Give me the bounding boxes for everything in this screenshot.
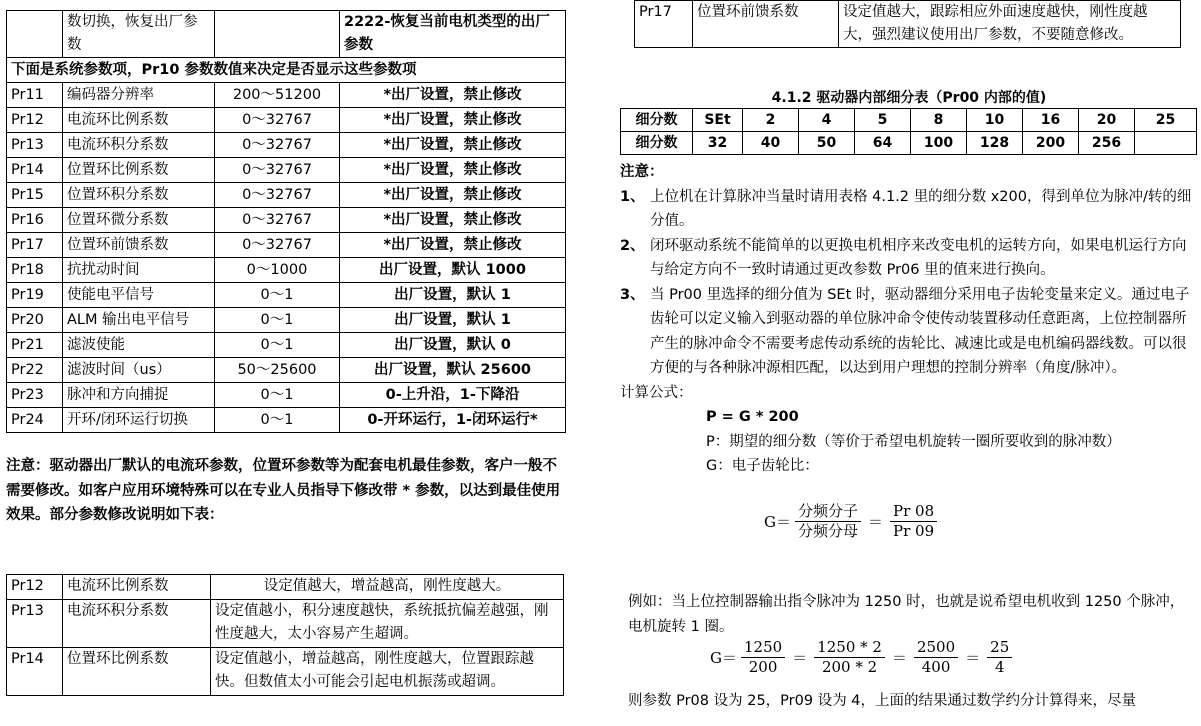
equals-sign: ＝ (868, 513, 884, 531)
fraction-denominator: 200 (748, 658, 778, 676)
table-row (7, 358, 566, 383)
subdiv-cell: 20 (1079, 109, 1135, 132)
param-range: 0～1 (215, 408, 340, 433)
param-desc: 出厂设置，默认 1 (340, 308, 566, 333)
param-desc: 设定值越大，增益越高，刚性度越大。 (211, 575, 564, 600)
param-desc: *出厂设置，禁止修改 (340, 233, 566, 258)
param-id: Pr11 (7, 83, 63, 108)
note-item-text: 闭环驱动系统不能简单的以更换电机相序来改变电机的运转方向，如果电机运行方向与给定方向不一致时请通过更改参数 Pr06 里的值来进行换向。 (650, 237, 1187, 278)
param-id: Pr12 (7, 108, 63, 133)
param-name: 开环/闭环运行切换 (63, 408, 215, 433)
param-id (7, 11, 63, 58)
system-note-row (7, 58, 566, 83)
note-item-text: 上位机在计算脉冲当量时请用表格 4.1.2 里的细分数 x200，得到单位为脉冲/转的细分值。 (650, 188, 1192, 229)
param-id: Pr22 (7, 358, 63, 383)
note-item (620, 283, 1198, 381)
example-formula (710, 638, 1016, 677)
param-id: Pr18 (7, 258, 63, 283)
param-name: 使能电平信号 (63, 283, 215, 308)
table-row (7, 183, 566, 208)
table-row (7, 308, 566, 333)
param-id: Pr24 (7, 408, 63, 433)
param-range: 0～1000 (215, 258, 340, 283)
left-note: 注意：驱动器出厂默认的电流环参数，位置环参数等为配套电机最佳参数，客户一般不需要修改。如客户应用环境特殊可以在专业人员指导下修改带 * 参数，以达到最佳使用效果。部分参数修改说明如下表： (6, 458, 561, 523)
subdiv-cell: 200 (1023, 132, 1079, 155)
param-name: 电流环比例系数 (63, 575, 211, 600)
fraction-numerator: 分频分子 (795, 502, 861, 522)
table-row (7, 383, 566, 408)
param-desc: *出厂设置，禁止修改 (340, 158, 566, 183)
table-row (7, 575, 564, 600)
fraction (914, 638, 958, 677)
param-desc: 出厂设置，默认 1000 (340, 258, 566, 283)
last-line-text: 则参数 Pr08 设为 25，Pr09 设为 4，上面的结果通过数学约分计算得来，尽量 (628, 693, 1137, 709)
subdiv-cell: 256 (1079, 132, 1135, 155)
formula-lhs: G＝ (710, 649, 737, 667)
subdiv-cell: 2 (743, 109, 799, 132)
param-name: 位置环前馈系数 (693, 1, 839, 48)
subdiv-cell: 100 (911, 132, 967, 155)
param-id: Pr14 (7, 158, 63, 183)
table-row (7, 333, 566, 358)
param-desc: 出厂设置，默认 1 (340, 283, 566, 308)
fraction-denominator: Pr 09 (893, 522, 935, 540)
subdiv-cell: 25 (1135, 109, 1197, 132)
param-name: 脉冲和方向捕捉 (63, 383, 215, 408)
param-id: Pr13 (7, 133, 63, 158)
table-row (7, 258, 566, 283)
right-column (620, 0, 1198, 709)
param-name: 编码器分辨率 (63, 83, 215, 108)
param-name: 电流环积分系数 (63, 599, 211, 647)
pr17-table (634, 0, 1181, 48)
param-range: 0～32767 (215, 108, 340, 133)
subdiv-cell (1135, 132, 1197, 155)
param-range: 0～32767 (215, 183, 340, 208)
table-row (635, 1, 1181, 48)
formula-lhs: G＝ (764, 513, 791, 531)
fraction (795, 502, 861, 541)
gear-ratio-formula (764, 502, 941, 541)
note-item-number: 3、 (620, 286, 645, 303)
param-range: 0～1 (215, 333, 340, 358)
fraction (987, 638, 1012, 677)
param-name: 位置环积分系数 (63, 183, 215, 208)
param-name: 电流环积分系数 (63, 133, 215, 158)
param-name: 位置环比例系数 (63, 158, 215, 183)
left-column (6, 0, 566, 690)
table-row (7, 283, 566, 308)
param-name: 滤波时间（us） (63, 358, 215, 383)
note-item (620, 185, 1198, 234)
subdiv-cell: 细分数 (621, 132, 693, 155)
subdiv-cell: 50 (799, 132, 855, 155)
param-desc: *出厂设置，禁止修改 (340, 108, 566, 133)
subdiv-cell: 8 (911, 109, 967, 132)
param-desc: 出厂设置，默认 0 (340, 333, 566, 358)
note-item-number: 2、 (620, 237, 645, 254)
param-id: Pr20 (7, 308, 63, 333)
fraction-numerator: 1250 (741, 638, 785, 658)
table-row (7, 133, 566, 158)
equals-sign: ＝ (792, 649, 808, 667)
subdiv-cell: 40 (743, 132, 799, 155)
param-id: Pr15 (7, 183, 63, 208)
table-row (7, 647, 564, 695)
subdiv-cell: 32 (693, 132, 743, 155)
fraction (890, 502, 937, 541)
param-name: 位置环前馈系数 (63, 233, 215, 258)
param-id: Pr13 (7, 599, 63, 647)
param-range: 200～51200 (215, 83, 340, 108)
param-id: Pr12 (7, 575, 63, 600)
param-desc: 0-开环运行，1-闭环运行* (340, 408, 566, 433)
param-id: Pr19 (7, 283, 63, 308)
subdivision-table-title: 4.1.2 驱动器内部细分表（Pr00 内部的值) (771, 90, 1047, 106)
param-name: ALM 输出电平信号 (63, 308, 215, 333)
param-name: 抗扰动时间 (63, 258, 215, 283)
param-range (215, 11, 340, 58)
fraction-denominator: 4 (994, 658, 1005, 676)
notes-heading: 注意： (620, 164, 664, 180)
param-desc: *出厂设置，禁止修改 (340, 133, 566, 158)
param-id: Pr14 (7, 647, 63, 695)
param-range: 0～1 (215, 383, 340, 408)
formula-p: P = G * 200 (706, 409, 799, 425)
param-range: 0～32767 (215, 208, 340, 233)
param-id: Pr16 (7, 208, 63, 233)
param-name: 位置环比例系数 (63, 647, 211, 695)
subdiv-cell: 细分数 (621, 109, 693, 132)
note-item-number: 1、 (620, 188, 645, 205)
param-range: 0～1 (215, 308, 340, 333)
subdiv-cell: SEt (693, 109, 743, 132)
param-range: 0～1 (215, 283, 340, 308)
equals-sign: ＝ (965, 649, 981, 667)
fraction (741, 638, 785, 677)
table-row (621, 132, 1197, 155)
param-id: Pr17 (7, 233, 63, 258)
g-description: G：电子齿轮比： (706, 458, 819, 474)
fraction-denominator: 200 * 2 (821, 658, 878, 676)
fraction-numerator: 2500 (914, 638, 958, 658)
subdiv-cell: 64 (855, 132, 911, 155)
table-row (7, 108, 566, 133)
param-desc: 2222-恢复当前电机类型的出厂参数 (340, 11, 566, 58)
system-note: 下面是系统参数项，Pr10 参数数值来决定是否显示这些参数项 (7, 58, 566, 83)
note-item-text: 当 Pr00 里选择的细分值为 SEt 时，驱动器细分采用电子齿轮变量来定义。通过电子齿轮可以定义输入到驱动器的单位脉冲命令使传动装置移动任意距离，上位控制器所产生的脉冲命令不需要考虑传动系统的齿轮比、减速比或是电机编码器线数。可以很方便的与各种脉冲源相匹配，以达到用户理想的控制分辨率（角度/脉冲）。 (650, 286, 1190, 376)
table-row (7, 233, 566, 258)
subdiv-cell: 16 (1023, 109, 1079, 132)
param-desc: 设定值越小，增益越高，刚性度越大，位置跟踪越快。但数值太小可能会引起电机振荡或超调。 (211, 647, 564, 695)
notes (620, 160, 1198, 479)
table-row (7, 599, 564, 647)
subdiv-cell: 10 (967, 109, 1023, 132)
equals-sign: ＝ (891, 649, 907, 667)
fraction-numerator: 1250 * 2 (814, 638, 885, 658)
table-row (7, 158, 566, 183)
param-name: 滤波使能 (63, 333, 215, 358)
fraction-numerator: 25 (987, 638, 1012, 658)
subdiv-cell: 4 (799, 109, 855, 132)
table-row (7, 408, 566, 433)
param-desc: 0-上升沿，1-下降沿 (340, 383, 566, 408)
fraction-denominator: 分频分母 (797, 522, 858, 540)
p-description: P：期望的细分数（等价于希望电机旋转一圈所要收到的脉冲数） (706, 433, 1121, 450)
subdiv-cell: 128 (967, 132, 1023, 155)
param-desc: 出厂设置，默认 25600 (340, 358, 566, 383)
table-row (7, 83, 566, 108)
fraction-denominator: 400 (921, 658, 951, 676)
parameter-table (6, 10, 566, 433)
param-range: 0～32767 (215, 133, 340, 158)
param-desc: 设定值越小，积分速度越快，系统抵抗偏差越强，刚性度越大，太小容易产生超调。 (211, 599, 564, 647)
detail-table (6, 574, 564, 696)
param-id: Pr23 (7, 383, 63, 408)
param-range: 0～32767 (215, 233, 340, 258)
param-name: 位置环微分系数 (63, 208, 215, 233)
table-row (7, 11, 566, 58)
fraction-numerator: Pr 08 (890, 502, 937, 522)
table-row (7, 208, 566, 233)
param-desc: *出厂设置，禁止修改 (340, 83, 566, 108)
param-name: 数切换，恢复出厂参数 (63, 11, 215, 58)
subdivision-table (620, 108, 1197, 155)
param-range: 50～25600 (215, 358, 340, 383)
table-row (621, 109, 1197, 132)
example-text: 例如：当上位控制器输出指令脉冲为 1250 时，也就是说希望电机收到 1250 个脉冲，电机旋转 1 圈。 (628, 594, 1185, 635)
subdiv-cell: 5 (855, 109, 911, 132)
param-id: Pr21 (7, 333, 63, 358)
note-item (620, 234, 1198, 283)
param-desc: *出厂设置，禁止修改 (340, 183, 566, 208)
param-range: 0～32767 (215, 158, 340, 183)
param-desc: *出厂设置，禁止修改 (340, 208, 566, 233)
param-name: 电流环比例系数 (63, 108, 215, 133)
fraction (814, 638, 885, 677)
param-id: Pr17 (635, 1, 693, 48)
param-desc: 设定值越大，跟踪相应外面速度越快，刚性度越大，强烈建议使用出厂参数，不要随意修改。 (839, 1, 1181, 48)
calc-label: 计算公式： (620, 384, 693, 401)
